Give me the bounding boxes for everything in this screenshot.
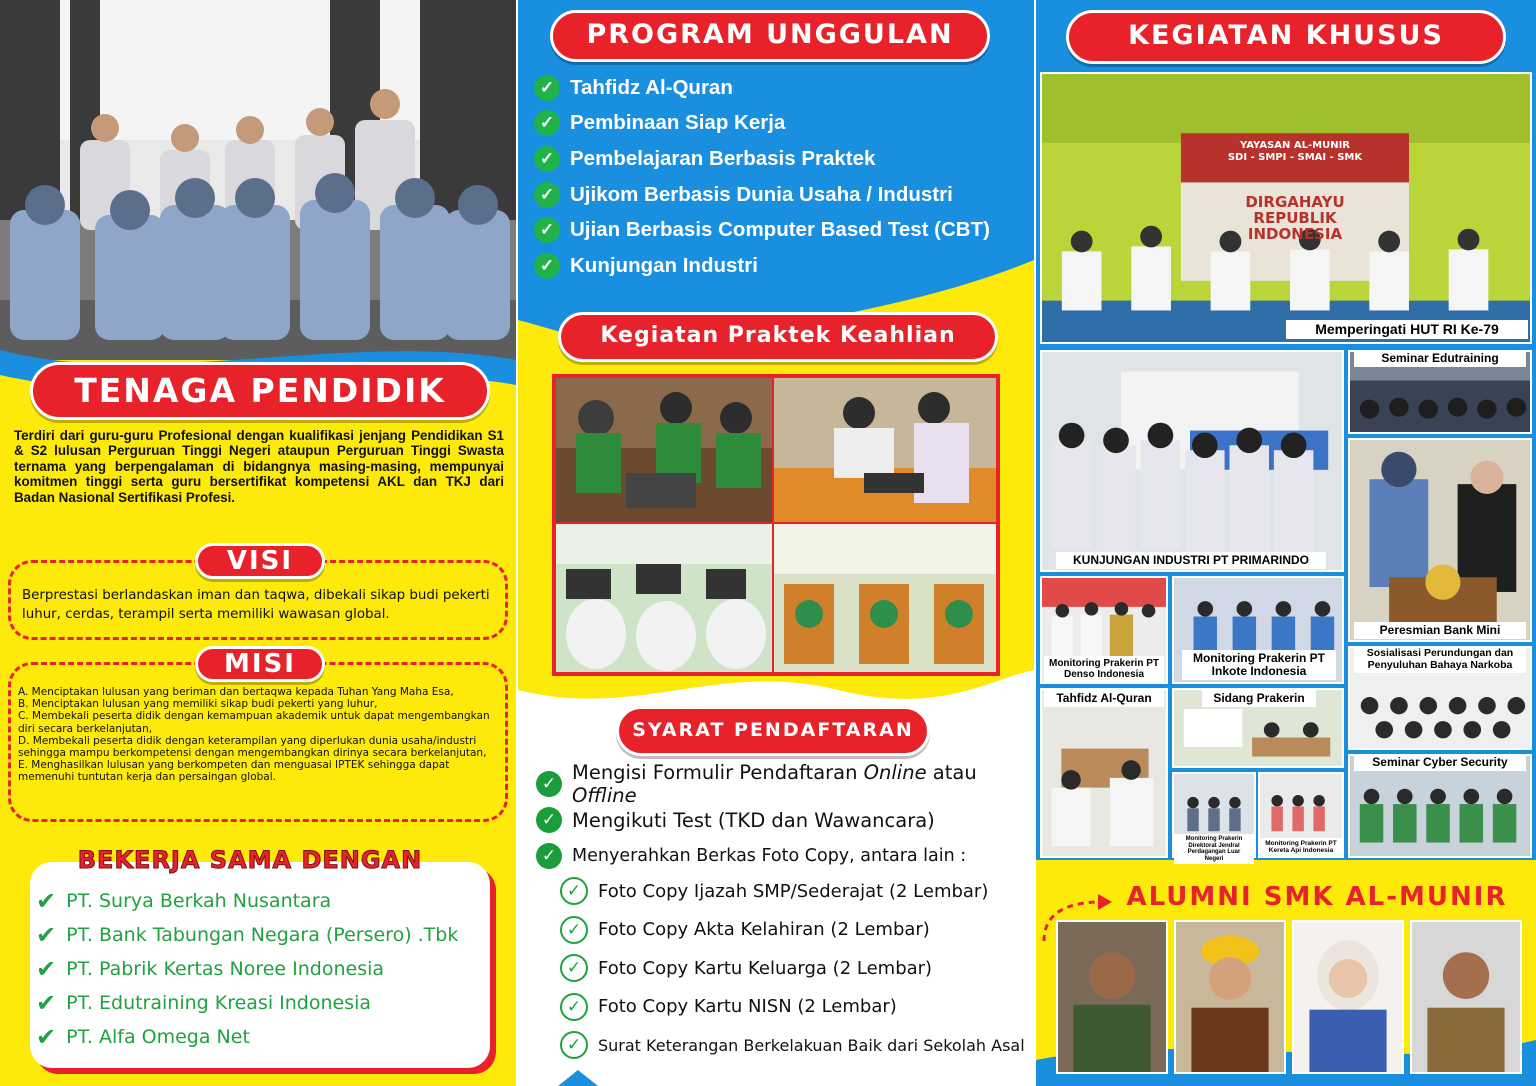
caption-direktorat: Monitoring Prakerin Direktorat Jendral Perdagangan Luar Negeri [1174, 834, 1254, 864]
program-title: PROGRAM UNGGULAN [550, 10, 990, 62]
banner-line: YAYASAN AL-MUNIR [1239, 140, 1350, 151]
misi-item: C. Membekali peserta didik dengan kemampuan akademik untuk dapat mengembangkan diri secara berkelanjutan, [18, 710, 490, 735]
visi-description: Berprestasi berlandaskan iman dan taqwa, dibekali sikap budi pekerti luhur, cerdas, terampil serta memiliki wawasan global. [22, 588, 490, 622]
syarat-item [536, 802, 1032, 838]
checkmark-icon: ✔ [36, 1023, 57, 1051]
partner-name: PT. Bank Tabungan Negara (Persero) .Tbk [66, 924, 459, 946]
partners-list [36, 884, 486, 1054]
partner-name: PT. Edutraining Kreasi Indonesia [66, 992, 372, 1014]
syarat-sub-item [560, 988, 1034, 1027]
check-circle-icon: ✓ [536, 807, 562, 833]
praktek-title: Kegiatan Praktek Keahlian [558, 312, 998, 362]
checkmark-icon: ✔ [36, 887, 57, 915]
check-circle-outline-icon: ✓ [560, 993, 588, 1021]
misi-item: D. Membekali peserta didik dengan keterampilan yang diperlukan dunia usaha/industri sehingga mampu berkompetensi dengan mengembangkan dirinya secara berkelanjutan, [18, 734, 487, 760]
misi-item: E. Menghasilkan lulusan yang berkompeten dan menguasai IPTEK sehingga dapat memenuhi tuntutan kerja dan persaingan global. [18, 759, 450, 784]
banner-line: INDONESIA [1247, 225, 1343, 243]
tenaga-pendidik-description: Terdiri dari guru-guru Profesional dengan kualifikasi jenjang Pendidikan S1 & S2 lulusan Perguruan Tinggi Negeri ataupun Perguruan Tinggi Swasta ternama yang berpengalaman di bidangnya masing-masing, mempunyai komitmen tinggi serta guru bersertifikat kompetensi AKL dan TKJ dari Badan Nasional Sertifikasi Profesi. [14, 428, 504, 505]
syarat-label: Mengisi Formulir Pendaftaran Online atau Offline [572, 761, 977, 807]
program-label: Ujikom Berbasis Dunia Usaha / Industri [570, 182, 953, 206]
check-circle-icon: ✓ [534, 75, 560, 101]
praktek-photo [556, 378, 772, 522]
misi-title: MISI [195, 646, 325, 682]
banner-line: SDI - SMPI - SMAI - SMK [1227, 152, 1363, 163]
praktek-photo-grid [552, 374, 1000, 676]
staff-group-photo [0, 0, 516, 360]
syarat-main-list [536, 761, 1032, 874]
tahfidz-photo [1040, 688, 1168, 858]
checkmark-icon: ✔ [36, 989, 57, 1017]
alumni-title: ALUMNI SMK AL-MUNIR [1126, 882, 1508, 912]
praktek-photo [556, 524, 772, 672]
program-label: Kunjungan Industri [570, 253, 758, 277]
check-circle-icon: ✓ [534, 110, 560, 136]
tenaga-pendidik-title: TENAGA PENDIDIK [30, 362, 490, 420]
partner-name: PT. Surya Berkah Nusantara [66, 890, 332, 912]
check-circle-outline-icon: ✓ [560, 1031, 588, 1059]
partner-item [36, 884, 486, 918]
partner-item [36, 952, 486, 986]
syarat-label: Mengikuti Test (TKD dan Wawancara) [572, 808, 935, 832]
program-item [534, 212, 1034, 248]
check-circle-outline-icon: ✓ [560, 954, 588, 982]
program-label: Ujian Berbasis Computer Based Test (CBT) [570, 218, 990, 242]
check-circle-outline-icon: ✓ [560, 916, 588, 944]
praktek-photo [774, 378, 996, 522]
alumni-photo [1292, 920, 1404, 1074]
check-circle-icon: ✓ [536, 843, 562, 869]
program-label: Pembinaan Siap Kerja [570, 111, 786, 135]
syarat-sub-label: Foto Copy Akta Kelahiran (2 Lembar) [598, 919, 930, 941]
program-label: Tahfidz Al-Quran [570, 75, 733, 99]
syarat-sub-item [560, 911, 1034, 950]
syarat-title: SYARAT PENDAFTARAN [616, 706, 930, 756]
caption-kunjungan: KUNJUNGAN INDUSTRI PT PRIMARINDO [1056, 552, 1326, 569]
partner-item [36, 918, 486, 952]
program-item [534, 141, 1034, 177]
caption-denso: Monitoring Prakerin PT Denso Indonesia [1044, 656, 1164, 682]
syarat-item [536, 761, 1032, 807]
program-item [534, 248, 1034, 284]
partner-name: PT. Alfa Omega Net [66, 1026, 250, 1048]
visi-title: VISI [195, 543, 325, 579]
check-circle-icon: ✓ [534, 217, 560, 243]
alumni-photo [1174, 920, 1286, 1074]
syarat-sub-label: Foto Copy Kartu NISN (2 Lembar) [598, 996, 897, 1018]
check-circle-icon: ✓ [534, 146, 560, 172]
hut-banner-text [1184, 140, 1406, 242]
caption-sosialisasi: Sosialisasi Perundungan dan Penyuluhan Bahaya Narkoba [1354, 646, 1526, 673]
check-circle-icon: ✓ [534, 182, 560, 208]
program-item [534, 177, 1034, 213]
check-circle-outline-icon: ✓ [560, 877, 588, 905]
caption-cyber: Seminar Cyber Security [1354, 754, 1526, 771]
column-program [518, 0, 1034, 1086]
kunjungan-photo [1040, 350, 1344, 572]
banner-line: DIRGAHAYU [1245, 193, 1345, 211]
kegiatan-title: KEGIATAN KHUSUS [1066, 10, 1506, 64]
alumni-photo [1056, 920, 1168, 1074]
syarat-sub-list [560, 872, 1034, 1065]
caption-inkote: Monitoring Prakerin PT Inkote Indonesia [1182, 650, 1336, 680]
syarat-item [536, 838, 1032, 874]
partner-item [36, 1020, 486, 1054]
checkmark-icon: ✔ [36, 955, 57, 983]
misi-item: B. Menciptakan lulusan yang memiliki sikap budi pekerti yang luhur, [18, 698, 378, 711]
column-tenaga-pendidik [0, 0, 516, 1086]
syarat-label: Menyerahkan Berkas Foto Copy, antara lain : [572, 846, 967, 866]
caption-hut: Memperingati HUT RI Ke-79 [1286, 320, 1528, 339]
banner-line: REPUBLIK [1253, 209, 1337, 227]
caption-kereta: Monitoring Prakerin PT Kereta Api Indonesia [1260, 838, 1342, 856]
checkmark-icon: ✔ [36, 921, 57, 949]
syarat-sub-item [560, 949, 1034, 988]
caption-bank-mini: Peresmian Bank Mini [1354, 622, 1526, 639]
syarat-sub-item [560, 872, 1034, 911]
praktek-photo [774, 524, 996, 672]
check-circle-icon: ✓ [536, 771, 562, 797]
program-list [534, 70, 1034, 284]
column-kegiatan [1036, 0, 1536, 1086]
misi-item: A. Menciptakan lulusan yang beriman dan bertaqwa kepada Tuhan Yang Maha Esa, [18, 686, 454, 698]
program-label: Pembelajaran Berbasis Praktek [570, 146, 876, 170]
program-item [534, 70, 1034, 106]
syarat-sub-item [560, 1026, 1034, 1065]
partner-name: PT. Pabrik Kertas Noree Indonesia [66, 958, 385, 980]
syarat-sub-label: Foto Copy Ijazah SMP/Sederajat (2 Lembar) [598, 880, 989, 902]
misi-list [18, 686, 502, 784]
syarat-sub-label: Foto Copy Kartu Keluarga (2 Lembar) [598, 957, 933, 979]
caption-sidang: Sidang Prakerin [1202, 690, 1316, 707]
check-circle-icon: ✓ [534, 253, 560, 279]
partners-title: BEKERJA SAMA DENGAN [77, 846, 423, 874]
alumni-photo [1410, 920, 1522, 1074]
caption-tahfidz: Tahfidz Al-Quran [1044, 690, 1164, 707]
caption-seminar-edu: Seminar Edutraining [1354, 350, 1526, 367]
program-item [534, 106, 1034, 142]
bank-mini-photo [1348, 438, 1532, 642]
syarat-sub-label: Surat Keterangan Berkelakuan Baik dari Sekolah Asal [598, 1035, 1025, 1055]
partner-item [36, 986, 486, 1020]
